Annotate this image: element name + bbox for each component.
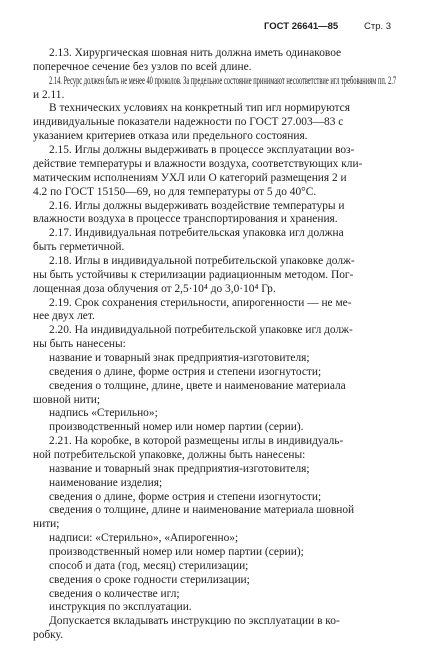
text-line: 2.14. Ресурс должен быть не менее 40 проколов. За предельное состояние принимают несоответствие игл требованиям пп. 2.7 [49,74,397,87]
text-line: инструкция по эксплуатации. [49,601,192,614]
text-line: сведения о длине, форме острия и степени изогнутости; [49,490,322,503]
text-line: ны быть нанесены: [33,338,126,351]
text-line: 2.15. Иглы должны выдерживать в процессе эксплуатации воз- [49,144,355,156]
text-line: 2.18. Иглы в индивидуальной потребительской упаковке долж- [49,254,355,267]
text-line: действие температуры и влажности воздуха, соответствующих кли- [33,157,363,170]
text-line: и 2.11. [33,88,65,101]
text-line: способ и дата (год, месяц) стерилизации; [49,559,249,572]
text-line: В технических условиях на конкретный тип игл нормируются [49,102,350,115]
text-line: матическим исполнениям УХЛ или О категорий размещения 2 и [33,171,347,184]
text-line: 2.17. Индивидуальная потребительская упаковка игл должна [49,227,344,240]
text-line: сведения о толщине, длине, цвете и наименование материала [49,379,346,392]
text-line: сведения о длине, форме острия и степени изогнутости; [49,365,322,378]
text-line: название и товарный знак предприятия-изготовителя; [49,462,310,475]
text-line: 2.20. На индивидуальной потребительской упаковке игл долж- [49,324,353,337]
text-line: лощенная доза облучения от 2,5·10⁴ до 3,0·10⁴ Гр. [33,282,276,295]
text-line: 2.21. На коробке, в которой размещены иглы в индивидуаль- [49,435,344,448]
text-line: 2.13. Хирургическая шовная нить должна иметь одинаковое [49,47,342,59]
text-line: надпись «Стерильно»; [49,407,158,420]
text-line: сведения о количестве игл; [49,587,180,600]
standard-number: ГОСТ 26641—85 [264,21,339,32]
text-line: индивидуальные показатели надежности по ГОСТ 27.003—83 с [33,116,344,129]
text-line: влажности воздуха в процессе транспортирования и хранения. [33,213,338,226]
text-line: шовной нити; [33,393,101,406]
text-line: указанием критериев отказа или предельного состояния. [33,130,308,143]
text-line: ной потребительской упаковке, должны быть нанесены: [33,449,306,461]
text-line: сведения о сроке годности стерилизации; [49,573,250,586]
text-line: 4.2 по ГОСТ 15150—69, но для температуры от 5 до 40°С. [33,185,317,198]
text-line: производственный номер или номер партии (серии); [49,546,304,558]
text-line: надписи: «Стерильно», «Апирогенно»; [49,532,239,545]
text-line: поперечное сечение без узлов по всей длине. [33,60,252,73]
text-line: сведения о толщине, длине и наименование материала шовной [49,504,355,517]
text-line: производственный номер или номер партии (серии). [49,421,304,434]
text-line: Допускается вкладывать инструкцию по эксплуатации в ко- [49,615,340,628]
text-line: робку. [33,629,63,642]
text-line: 2.19. Срок сохранения стерильности, апирогенности — не ме- [49,296,352,309]
page-header [0,21,422,35]
text-line: наименование изделия; [49,476,163,489]
text-line: ны быть устойчивы к стерилизации радиационным методом. Пог- [33,268,354,281]
text-line: название и товарный знак предприятия-изготовителя; [49,351,310,364]
text-line: нее двух лет. [33,310,95,323]
text-line: нити; [33,518,60,531]
page-number: Стр. 3 [364,21,392,32]
text-line: 2.16. Иглы должны выдерживать воздействие температуры и [49,199,345,212]
text-line: быть герметичной. [33,241,125,253]
